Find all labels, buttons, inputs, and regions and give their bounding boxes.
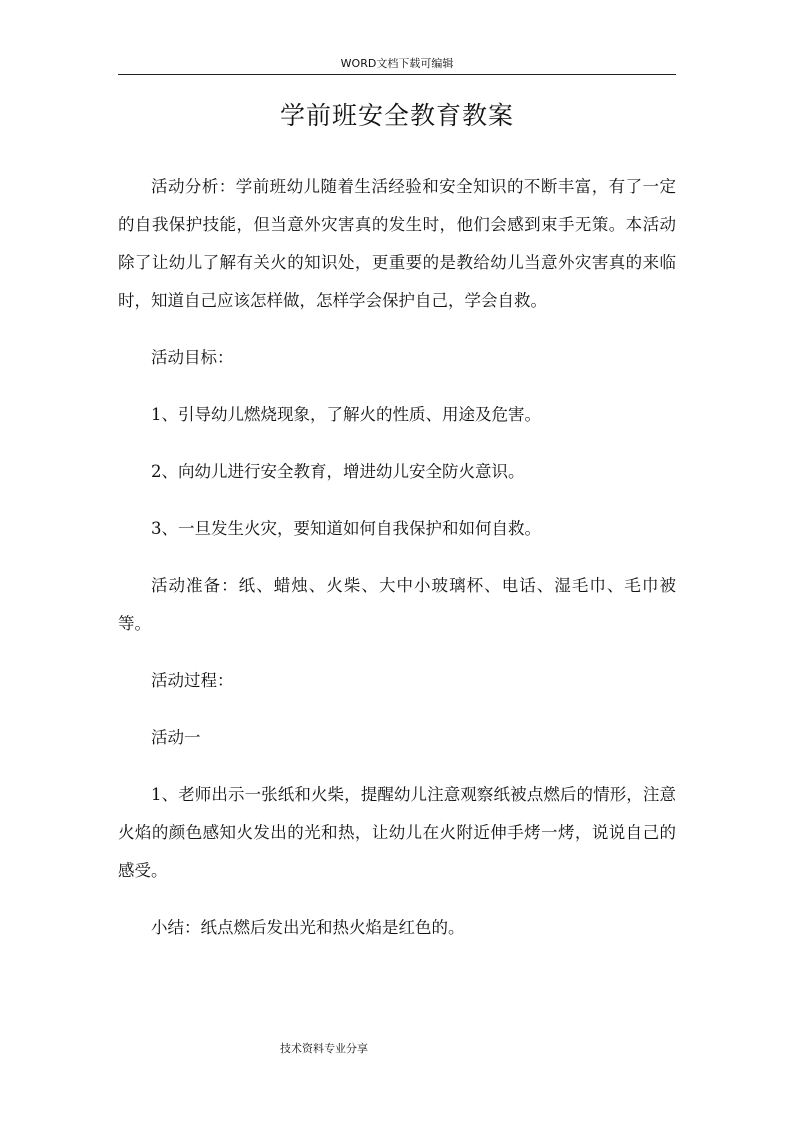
paragraph-activity-analysis: 活动分析：学前班幼儿随着生活经验和安全知识的不断丰富，有了一定的自我保护技能，但当意外灾害真的发生时，他们会感到束手无策。本活动除了让幼儿了解有关火的知识处，更重要的是教给幼儿当意外灾害真的来临时，知道自己应该怎样做，怎样学会保护自己，学会自救。 — [118, 177, 676, 310]
paragraph-activity-one-step-1: 1、老师出示一张纸和火柴，提醒幼儿注意观察纸被点燃后的情形，注意火焰的颜色感知火发出的光和热，让幼儿在火附近伸手烤一烤，说说自己的感受。 — [118, 785, 676, 880]
paragraph-activity-process-heading: 活动过程： — [151, 671, 234, 690]
paragraph-activity-one-heading: 活动一 — [151, 728, 201, 747]
page-header — [118, 52, 676, 75]
header-text: WORD文档下载可编辑 — [340, 57, 454, 70]
paragraph-summary: 小结：纸点燃后发出光和热火焰是红色的。 — [151, 918, 465, 937]
paragraph-goal-1: 1、引导幼儿燃烧现象，了解火的性质、用途及危害。 — [151, 405, 541, 424]
paragraph-activity-preparation: 活动准备：纸、蜡烛、火柴、大中小玻璃杯、电话、湿毛巾、毛巾被等。 — [118, 576, 676, 633]
page-footer: 技术资料专业分享 — [280, 1042, 368, 1055]
paragraph-activity-goals-heading: 活动目标： — [151, 348, 234, 367]
paragraph-goal-3: 3、一旦发生火灾，要知道如何自我保护和如何自救。 — [151, 519, 541, 538]
document-body — [118, 168, 676, 947]
document-title: 学前班安全教育教案 — [279, 101, 514, 130]
paragraph-goal-2: 2、向幼儿进行安全教育，增进幼儿安全防火意识。 — [151, 462, 525, 481]
